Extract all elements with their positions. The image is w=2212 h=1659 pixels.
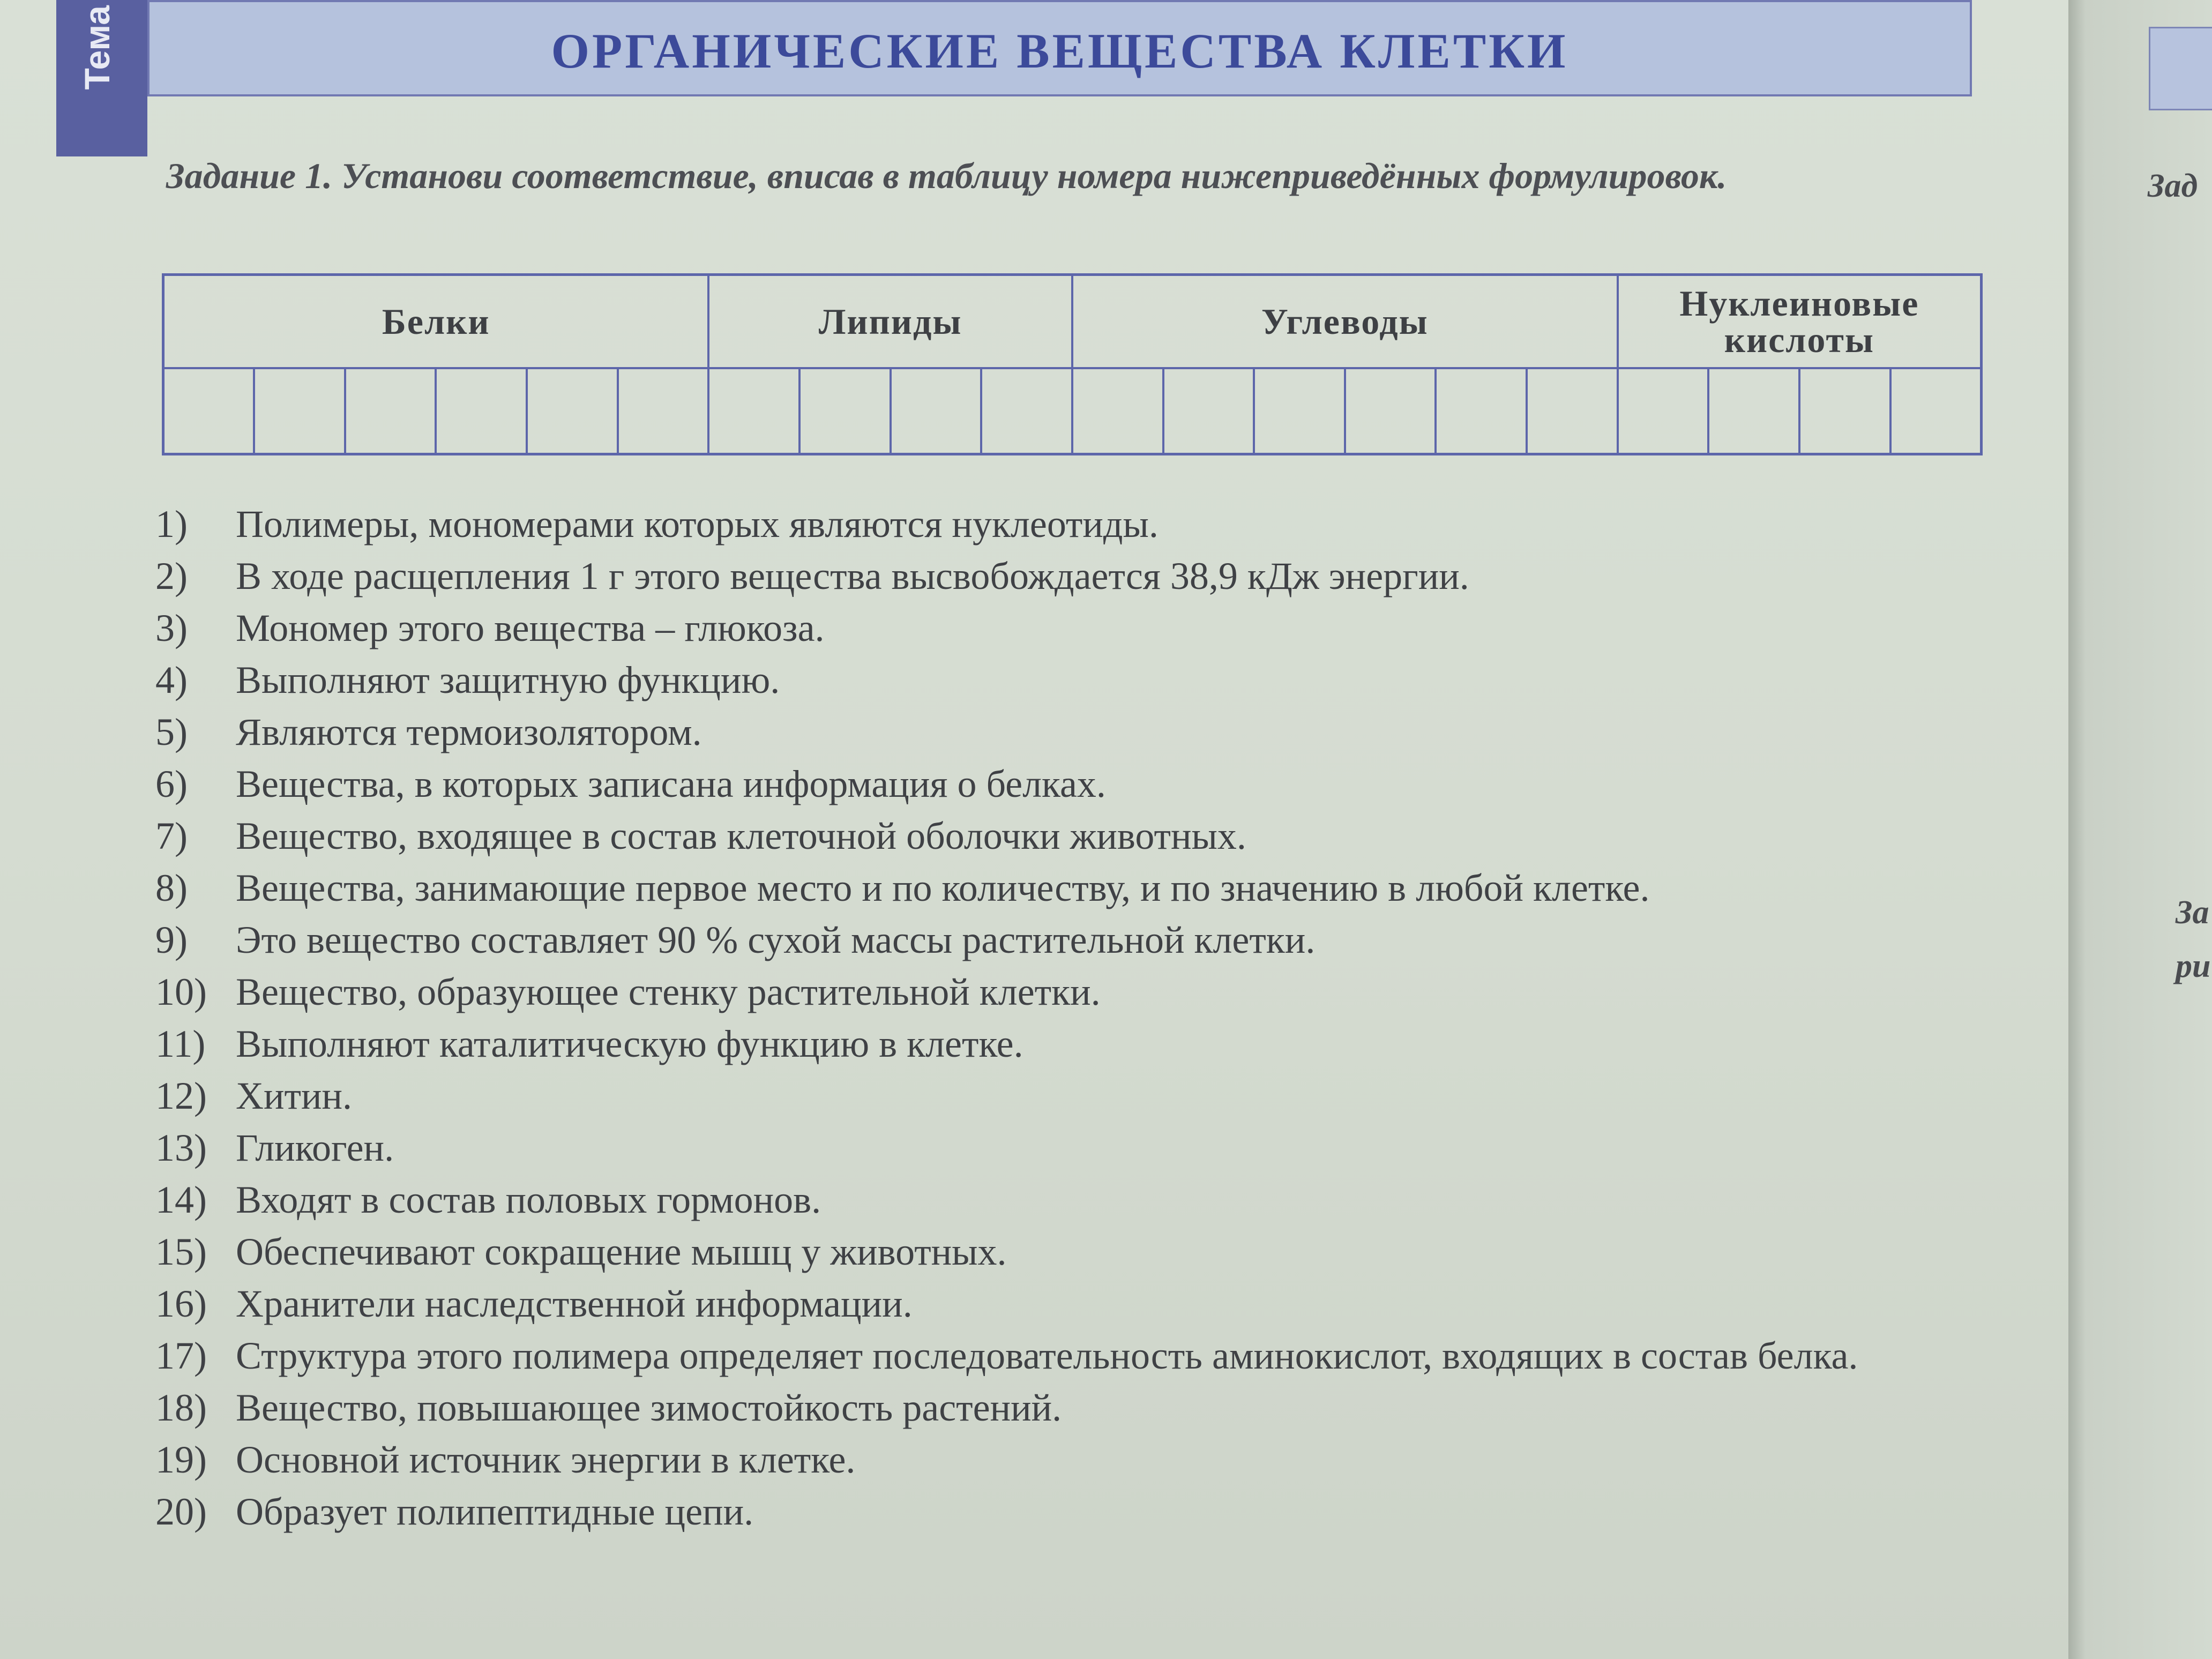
list-item-number: 20) [155, 1490, 207, 1533]
list-item-text: Являются термоизолятором. [236, 711, 702, 753]
list-item [155, 1330, 2009, 1382]
answer-cell[interactable] [1890, 368, 1982, 454]
answer-cell[interactable] [1708, 368, 1799, 454]
answer-cell[interactable] [1799, 368, 1890, 454]
list-item-text: Хитин. [236, 1074, 353, 1117]
list-item-text: Хранители наследственной информации. [236, 1282, 913, 1325]
list-item [155, 1434, 2009, 1486]
adjacent-page-text-fragment: Зад [2148, 168, 2198, 204]
chapter-header [147, 0, 1972, 96]
list-item [155, 810, 2009, 862]
topic-side-tab [56, 0, 147, 156]
task-label: Задание 1. [166, 155, 333, 196]
answer-cell[interactable] [1254, 368, 1345, 454]
answer-cell[interactable] [1436, 368, 1527, 454]
list-item-number: 13) [155, 1126, 207, 1169]
list-item-text: Вещества, занимающие первое место и по количеству, и по значению в любой клетке. [236, 866, 1650, 909]
list-item [155, 1226, 2009, 1278]
list-item-text: Обеспечивают сокращение мышц у животных. [236, 1230, 1007, 1273]
list-item-number: 2) [155, 555, 188, 597]
adjacent-page-text-fragment: ри [2176, 948, 2211, 984]
list-item-number: 8) [155, 866, 188, 909]
list-item-text: Это вещество составляет 90 % сухой массы растительной клетки. [236, 918, 1316, 961]
answer-cell[interactable] [1345, 368, 1436, 454]
list-item-number: 1) [155, 503, 188, 545]
answer-cell[interactable] [1618, 368, 1709, 454]
list-item-number: 5) [155, 711, 188, 753]
list-item-text: Структура этого полимера определяет последовательность аминокислот, входящих в состав белка. [236, 1334, 1858, 1377]
list-item-number: 4) [155, 659, 188, 701]
list-item-number: 18) [155, 1386, 207, 1429]
list-item [155, 966, 2009, 1018]
list-item-text: Входят в состав половых гормонов. [236, 1178, 821, 1221]
chapter-title: ОРГАНИЧЕСКИЕ ВЕЩЕСТВА КЛЕТКИ [551, 24, 1568, 78]
list-item-number: 17) [155, 1334, 207, 1377]
answer-cell[interactable] [436, 368, 527, 454]
list-item-text: Полимеры, мономерами которых являются нуклеотиды. [236, 503, 1159, 545]
list-item-number: 19) [155, 1438, 207, 1481]
list-item [155, 758, 2009, 810]
statements-list [155, 498, 2009, 1538]
list-item-number: 10) [155, 970, 207, 1013]
list-item-text: В ходе расщепления 1 г этого вещества высвобождается 38,9 кДж энергии. [236, 555, 1469, 597]
list-item-number: 14) [155, 1178, 207, 1221]
list-item [155, 498, 2009, 550]
list-item-number: 3) [155, 607, 188, 649]
adjacent-page-text-fragment: За [2176, 894, 2209, 931]
list-item [155, 1018, 2009, 1070]
answer-cell[interactable] [1163, 368, 1254, 454]
list-item [155, 1174, 2009, 1226]
list-item-number: 6) [155, 763, 188, 805]
table-header-row [163, 275, 1982, 369]
list-item [155, 654, 2009, 706]
adjacent-page-header-bar [2149, 27, 2212, 110]
list-item-text: Вещества, в которых записана информация о белках. [236, 763, 1106, 805]
task-instruction [166, 151, 1983, 200]
list-item-text: Гликоген. [236, 1126, 394, 1169]
answer-cell[interactable] [708, 368, 799, 454]
list-item [155, 1486, 2009, 1538]
list-item-number: 12) [155, 1074, 207, 1117]
list-item [155, 550, 2009, 602]
matching-table [162, 273, 1983, 455]
answer-cell[interactable] [799, 368, 891, 454]
list-item [155, 1070, 2009, 1122]
list-item-number: 11) [155, 1022, 206, 1065]
table-header-cell: Углеводы [1072, 275, 1618, 369]
answer-cell[interactable] [618, 368, 709, 454]
list-item-number: 9) [155, 918, 188, 961]
table-answer-row [163, 368, 1982, 454]
list-item-text: Выполняют каталитическую функцию в клетке. [236, 1022, 1023, 1065]
list-item [155, 914, 2009, 966]
list-item-number: 15) [155, 1230, 207, 1273]
answer-cell[interactable] [254, 368, 345, 454]
list-item-text: Вещество, повышающее зимостойкость растений. [236, 1386, 1062, 1429]
answer-cell[interactable] [891, 368, 982, 454]
table-header-cell: Липиды [708, 275, 1072, 369]
list-item-number: 7) [155, 814, 188, 857]
adjacent-page [2068, 0, 2212, 1659]
answer-cell[interactable] [527, 368, 618, 454]
list-item [155, 862, 2009, 914]
list-item-text: Образует полипептидные цепи. [236, 1490, 754, 1533]
list-item [155, 706, 2009, 758]
list-item [155, 602, 2009, 654]
list-item [155, 1278, 2009, 1330]
list-item-text: Вещество, входящее в состав клеточной оболочки животных. [236, 814, 1246, 857]
table-header-cell: Белки [163, 275, 709, 369]
list-item-text: Мономер этого вещества – глюкоза. [236, 607, 825, 649]
answer-cell[interactable] [1527, 368, 1618, 454]
answer-cell[interactable] [163, 368, 255, 454]
list-item-text: Выполняют защитную функцию. [236, 659, 780, 701]
task-text: Установи соответствие, вписав в таблицу номера нижеприведённых формулировок. [341, 155, 1727, 196]
answer-cell[interactable] [1072, 368, 1163, 454]
topic-side-tab-label: Тема [77, 5, 117, 90]
list-item-number: 16) [155, 1282, 207, 1325]
answer-cell[interactable] [981, 368, 1072, 454]
list-item [155, 1122, 2009, 1174]
list-item [155, 1382, 2009, 1434]
answer-cell[interactable] [345, 368, 436, 454]
list-item-text: Основной источник энергии в клетке. [236, 1438, 856, 1481]
list-item-text: Вещество, образующее стенку растительной клетки. [236, 970, 1101, 1013]
table-header-cell: Нуклеиновые кислоты [1618, 275, 1982, 369]
